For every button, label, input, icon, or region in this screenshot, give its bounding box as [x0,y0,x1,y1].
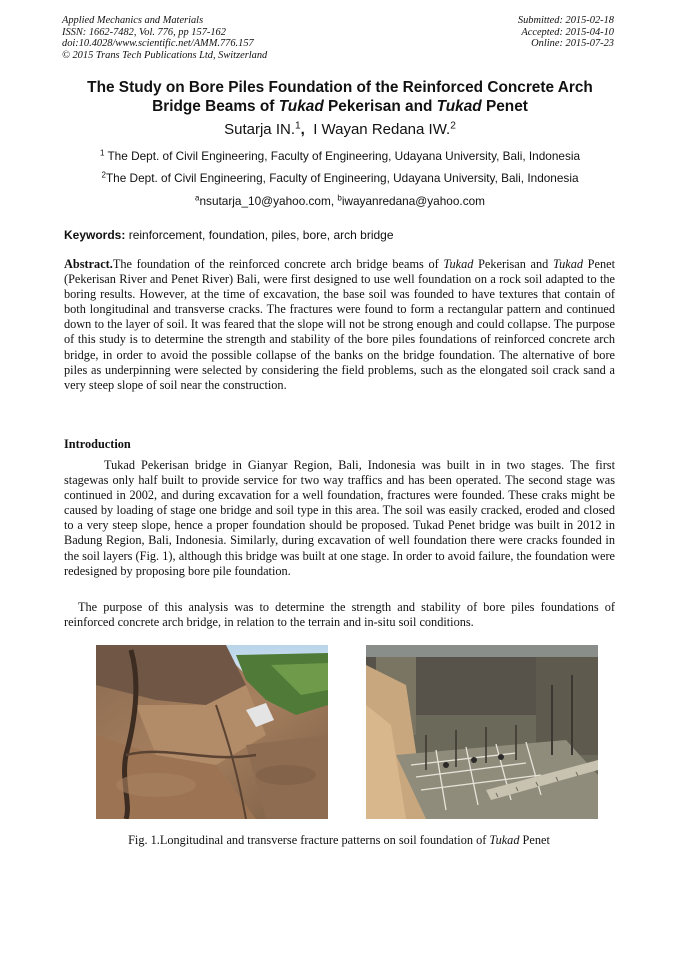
copyright-line: © 2015 Trans Tech Publications Ltd, Switzerland [62,49,268,61]
soil-fracture-photo [96,645,328,819]
excavation-site-photo [366,645,598,819]
abstract-italic: Tukad [443,257,474,271]
keywords-label: Keywords: [64,228,126,242]
author-2-affil: 2 [450,120,456,132]
title-line-2 [40,98,640,117]
introduction-paragraph-1: Tukad Pekerisan bridge in Gianyar Region, Bali, Indonesia was built in in two stages. The first stagewas only half built to provide service for two way traffics and has been operated. The second stage was continued in 2002, and during excavation for a well foundation, fractures were founded. These craks might be caused by loading of stage one bridge and soil type in this area. The soil was easily cracked, eroded and closed to a very steep slope, hence a proper foundation should be proposed. Tukad Penet bridge was built in 2012 in Badung Region, Bali, Indonesia. Similarly, during excavation of well foundation there were cracks founded in the soil layers (Fig. 1), although this bridge was built at one stage. In order to avoid failure, the foundation were redesigned by proposing bore pile foundation. [64,458,615,578]
author-1-affil: 1 [295,120,301,132]
caption-text: Fig. 1.Longitudinal and transverse fracture patterns on soil foundation of [128,833,490,847]
email-a: nsutarja_10@yahoo.com, [199,194,338,208]
author-separator: , [300,121,305,138]
journal-name: Applied Mechanics and Materials [62,15,204,26]
keywords [64,228,624,242]
email-b-mark: b [337,193,342,203]
affiliation-1 [30,149,650,163]
abstract [64,257,615,393]
submission-dates [518,15,614,50]
section-heading-introduction: Introduction [64,437,131,451]
affiliation-2-mark: 2 [101,170,106,180]
email-b: iwayanredana@yahoo.com [341,194,485,208]
author-2: I Wayan Redana IW. [313,121,451,138]
abstract-text: The foundation of the reinforced concrete arch bridge beams of [112,257,444,271]
submitted-date: Submitted: 2015-02-18 [517,15,614,26]
abstract-text: Penet (Pekerisan River and Penet River) Bali, were first designed to use well foundation on a rock soil adapted to the boring results. However, at the time of excavation, the base soil was founded to have textures that contain of both longitudinal and transverse cracks. The fractures were found to form a rectangular pattern and continued down to the layer of soil. It was feared that the slope will not be strong enough and could collapse. The purpose of this study is to determine the strength and stability of the bore piles foundations of reinforced concrete arch bridge, in order to avoid the possible collapse of the banks on the bridge foundation. The alternative of bore piles as underpinning were selected by considering the field problems, such as the elongated soil crack sand a very steep slope of soil near the construction. [64,257,615,392]
abstract-text: Pekerisan and [473,257,553,271]
figure-caption [40,833,638,848]
caption-text: Penet [519,833,550,847]
title-line-1: The Study on Bore Piles Foundation of the Reinforced Concrete Arch [87,79,593,96]
accepted-date: Accepted: 2015-04-10 [521,26,614,38]
email-a-mark: a [195,193,200,203]
affiliation-2 [30,171,650,185]
abstract-label: Abstract. [64,257,113,271]
doi-line: doi:10.4028/www.scientific.net/AMM.776.157 [62,38,254,50]
paper-title [40,79,640,116]
affiliation-1-text: The Dept. of Civil Engineering, Faculty of Engineering, Udayana University, Bali, Indonesia [104,149,581,163]
title-italic: Tukad [278,97,324,115]
affiliation-2-text: The Dept. of Civil Engineering, Faculty of Engineering, Udayana University, Bali, Indonesia [105,171,579,185]
journal-info [62,15,267,61]
author-emails [40,194,640,208]
online-date: Online: 2015-07-23 [531,38,614,50]
abstract-italic: Tukad [552,257,584,271]
title-text: Pekerisan and [323,97,437,115]
title-italic: Tukad [436,97,482,115]
affiliation-1-mark: 1 [99,148,105,158]
caption-italic: Tukad [489,833,520,847]
author-list [40,121,640,138]
keywords-text: reinforcement, foundation, piles, bore, arch bridge [125,228,394,242]
author-1: Sutarja IN. [224,121,295,138]
issn-line: ISSN: 1662-7482, Vol. 776, pp 157-162 [62,26,226,38]
introduction-paragraph-2: The purpose of this analysis was to determine the strength and stability of bore piles foundations of reinforced concrete arch bridge, in relation to the terrain and in-situ soil conditions. [64,600,615,630]
title-text: Penet [481,97,528,115]
title-text: Bridge Beams of [152,97,279,115]
